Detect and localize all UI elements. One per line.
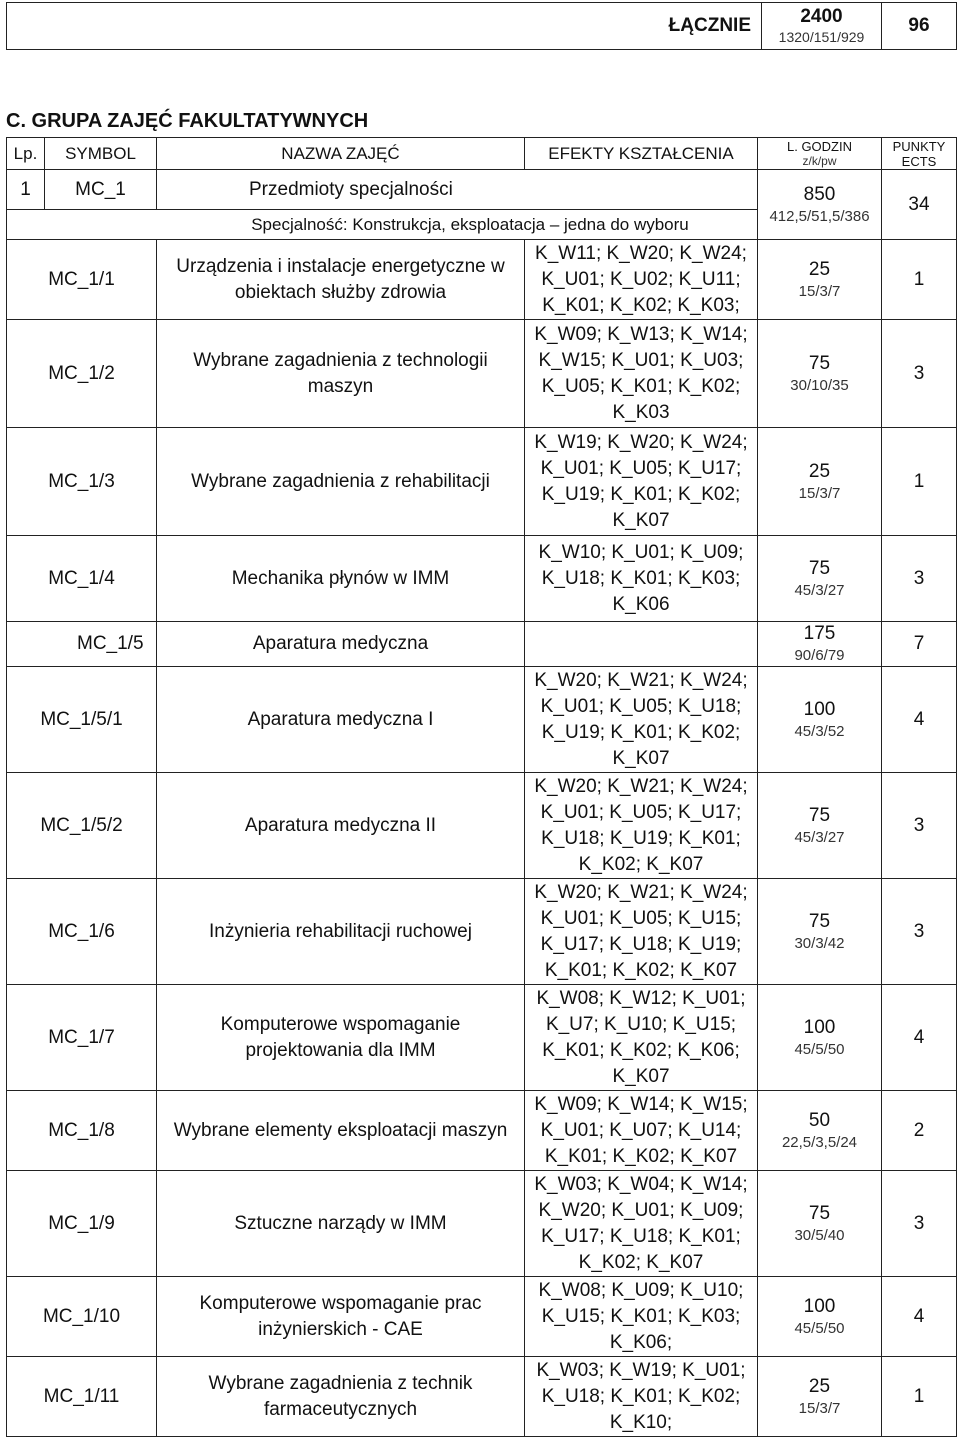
row-symbol: MC_1/5/2: [7, 773, 157, 879]
header-points-unit: ECTS: [901, 153, 937, 169]
row-effects: K_W08; K_U09; K_U10; K_U15; K_K01; K_K03; K_K06;: [525, 1277, 758, 1357]
row-hours: [758, 1171, 882, 1277]
row-name: Aparatura medyczna: [157, 622, 525, 667]
row-hours-breakdown: 30/5/40: [794, 1226, 845, 1244]
row-symbol: MC_1/6: [7, 879, 157, 985]
row-ects: 4: [882, 1277, 957, 1357]
row-effects: K_W20; K_W21; K_W24; K_U01; K_U05; K_U17; K_U18; K_U19; K_K01; K_K02; K_K07: [525, 773, 758, 879]
row-hours-main: 75: [808, 910, 831, 932]
table-row: [7, 622, 957, 667]
row-symbol: MC_1/8: [7, 1091, 157, 1171]
table-row: [7, 1091, 957, 1171]
summary-row: [7, 170, 957, 210]
totals-hours-breakdown: 1320/151/929: [778, 29, 865, 45]
row-ects: 7: [882, 622, 957, 667]
row-hours-main: 75: [808, 557, 831, 579]
row-ects: 3: [882, 879, 957, 985]
table-row: [7, 879, 957, 985]
totals-hours-main: 2400: [800, 6, 843, 27]
header-effects: EFEKTY KSZTAŁCENIA: [525, 138, 758, 170]
row-name: Inżynieria rehabilitacji ruchowej: [157, 879, 525, 985]
summary-symbol: MC_1: [45, 170, 157, 210]
row-effects: K_W20; K_W21; K_W24; K_U01; K_U05; K_U18; K_U19; K_K01; K_K02; K_K07: [525, 667, 758, 773]
row-hours: [758, 320, 882, 428]
row-effects: K_W20; K_W21; K_W24; K_U01; K_U05; K_U15; K_U17; K_U18; K_U19; K_K01; K_K02; K_K07: [525, 879, 758, 985]
row-name: Wybrane zagadnienia z technologii maszyn: [157, 320, 525, 428]
totals-table: [6, 2, 957, 50]
row-hours-breakdown: 15/3/7: [798, 282, 841, 300]
row-hours-breakdown: 30/3/42: [794, 934, 845, 952]
row-symbol: MC_1/1: [7, 240, 157, 320]
row-effects: K_W11; K_W20; K_W24; K_U01; K_U02; K_U11; K_K01; K_K02; K_K03;: [525, 240, 758, 320]
row-hours-main: 25: [808, 1375, 831, 1397]
table-row: [7, 985, 957, 1091]
row-hours-main: 75: [808, 1202, 831, 1224]
row-hours: [758, 773, 882, 879]
row-hours-main: 100: [803, 698, 836, 720]
row-hours: [758, 985, 882, 1091]
table-row: [7, 428, 957, 536]
row-hours-breakdown: 45/5/50: [794, 1040, 845, 1058]
row-hours: [758, 428, 882, 536]
table-row: [7, 1357, 957, 1437]
row-symbol: MC_1/11: [7, 1357, 157, 1437]
row-hours-main: 175: [803, 623, 836, 644]
table-row: [7, 773, 957, 879]
row-name: Urządzenia i instalacje energetyczne w obiektach służby zdrowia: [157, 240, 525, 320]
row-hours: [758, 1277, 882, 1357]
table-row: [7, 536, 957, 622]
summary-hours-breakdown: 412,5/51,5/386: [769, 207, 870, 225]
row-symbol: MC_1/3: [7, 428, 157, 536]
row-name: Komputerowe wspomaganie projektowania dla IMM: [157, 985, 525, 1091]
row-ects: 1: [882, 428, 957, 536]
row-symbol: MC_1/5/1: [7, 667, 157, 773]
totals-hours: [762, 3, 882, 50]
table-row: [7, 320, 957, 428]
row-ects: 4: [882, 667, 957, 773]
row-effects: K_W09; K_W14; K_W15; K_U01; K_U07; K_U14; K_K01; K_K02; K_K07: [525, 1091, 758, 1171]
header-lp: Lp.: [7, 138, 45, 170]
row-hours: [758, 536, 882, 622]
row-hours-breakdown: 45/3/27: [794, 581, 845, 599]
summary-name: Przedmioty specjalności: [157, 170, 758, 210]
row-effects: K_W09; K_W13; K_W14; K_W15; K_U01; K_U03; K_U05; K_K01; K_K02; K_K03: [525, 320, 758, 428]
totals-label: ŁĄCZNIE: [607, 3, 762, 50]
row-ects: 2: [882, 1091, 957, 1171]
row-hours-main: 100: [803, 1016, 836, 1038]
row-ects: 3: [882, 1171, 957, 1277]
row-name: Mechanika płynów w IMM: [157, 536, 525, 622]
row-name: Wybrane elementy eksploatacji maszyn: [157, 1091, 525, 1171]
row-hours-breakdown: 15/3/7: [798, 484, 841, 502]
summary-hours-main: 850: [803, 183, 836, 205]
row-hours-main: 25: [808, 460, 831, 482]
row-symbol: MC_1/5: [7, 622, 157, 667]
row-ects: 3: [882, 773, 957, 879]
row-ects: 3: [882, 320, 957, 428]
row-ects: 1: [882, 1357, 957, 1437]
row-hours-breakdown: 45/3/27: [794, 828, 845, 846]
table-row: [7, 667, 957, 773]
table-row: [7, 240, 957, 320]
row-hours-main: 50: [808, 1109, 831, 1131]
row-hours: [758, 622, 882, 667]
row-symbol: MC_1/9: [7, 1171, 157, 1277]
row-hours: [758, 879, 882, 985]
totals-ects: 96: [882, 3, 957, 50]
row-effects: K_W03; K_W04; K_W14; K_W20; K_U01; K_U09; K_U17; K_U18; K_K01; K_K02; K_K07: [525, 1171, 758, 1277]
row-hours-breakdown: 90/6/79: [794, 647, 845, 664]
row-name: Komputerowe wspomaganie prac inżynierskich - CAE: [157, 1277, 525, 1357]
header-name: NAZWA ZAJĘĆ: [157, 138, 525, 170]
summary-ects: 34: [882, 170, 957, 240]
specialty-note: Specjalność: Konstrukcja, eksploatacja – jedna do wyboru: [7, 210, 758, 240]
row-effects: K_W10; K_U01; K_U09; K_U18; K_K01; K_K03; K_K06: [525, 536, 758, 622]
totals-spacer: [7, 3, 607, 50]
summary-hours: [758, 170, 882, 240]
row-hours-breakdown: 22,5/3,5/24: [781, 1133, 858, 1151]
row-effects: K_W08; K_W12; K_U01; K_U7; K_U10; K_U15; K_K01; K_K02; K_K06; K_K07: [525, 985, 758, 1091]
header-hours: [758, 138, 882, 170]
row-hours-breakdown: 30/10/35: [790, 376, 849, 394]
row-ects: 4: [882, 985, 957, 1091]
row-hours-breakdown: 15/3/7: [798, 1399, 841, 1417]
row-hours-main: 25: [808, 258, 831, 280]
row-hours-main: 75: [808, 352, 831, 374]
row-hours-breakdown: 45/3/52: [794, 722, 845, 740]
row-symbol: MC_1/7: [7, 985, 157, 1091]
row-ects: 1: [882, 240, 957, 320]
header-points: [882, 138, 957, 170]
row-hours: [758, 240, 882, 320]
summary-lp: 1: [7, 170, 45, 210]
row-symbol: MC_1/4: [7, 536, 157, 622]
row-hours-breakdown: 45/5/50: [794, 1319, 845, 1337]
row-name: Aparatura medyczna II: [157, 773, 525, 879]
table-row: [7, 1171, 957, 1277]
row-effects: K_W19; K_W20; K_W24; K_U01; K_U05; K_U17; K_U19; K_K01; K_K02; K_K07: [525, 428, 758, 536]
header-row: [7, 138, 957, 170]
row-effects: [525, 622, 758, 667]
row-effects: K_W03; K_W19; K_U01; K_U18; K_K01; K_K02; K_K10;: [525, 1357, 758, 1437]
row-hours: [758, 1357, 882, 1437]
row-hours: [758, 1091, 882, 1171]
courses-table: [6, 137, 957, 1437]
row-name: Sztuczne narządy w IMM: [157, 1171, 525, 1277]
row-name: Wybrane zagadnienia z rehabilitacji: [157, 428, 525, 536]
row-hours-main: 100: [803, 1295, 836, 1317]
group-title: C. GRUPA ZAJĘĆ FAKULTATYWNYCH: [6, 110, 369, 132]
row-symbol: MC_1/2: [7, 320, 157, 428]
table-row: [7, 1277, 957, 1357]
row-name: Wybrane zagadnienia z technik farmaceutycznych: [157, 1357, 525, 1437]
row-symbol: MC_1/10: [7, 1277, 157, 1357]
row-ects: 3: [882, 536, 957, 622]
row-hours: [758, 667, 882, 773]
header-hours-title: L. GODZIN: [786, 138, 852, 154]
row-name: Aparatura medyczna I: [157, 667, 525, 773]
row-hours-main: 75: [808, 804, 831, 826]
header-points-title: PUNKTY: [892, 138, 946, 154]
header-hours-format: z/k/pw: [802, 153, 837, 168]
header-symbol: SYMBOL: [45, 138, 157, 170]
